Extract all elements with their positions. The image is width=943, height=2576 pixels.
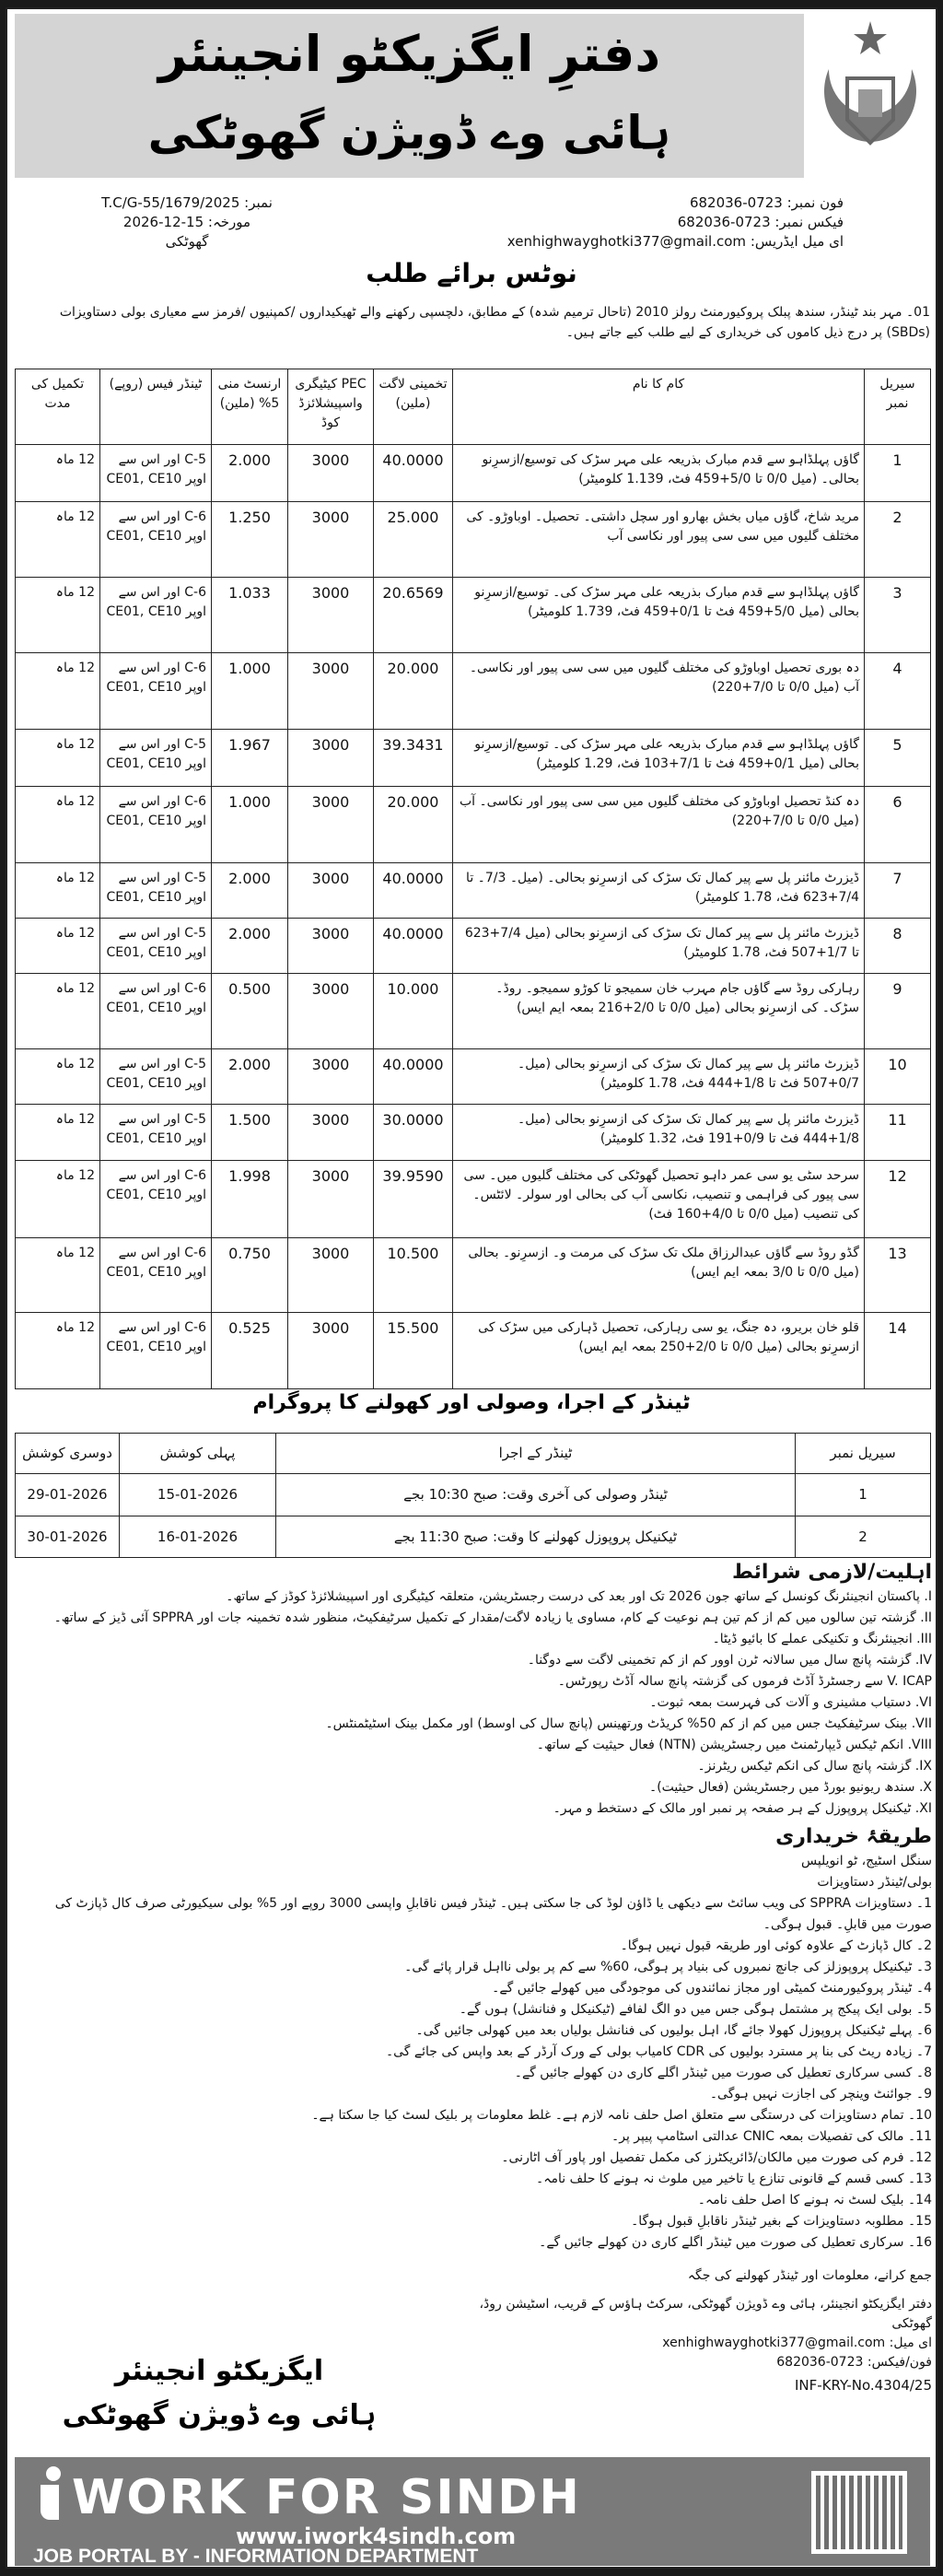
- submission-phone-label: فون/فیکس:: [867, 2355, 932, 2370]
- list-item: 2۔ کال ڈپازٹ کے علاوہ کوئی اور طریقہ قبول نہیں ہوگا۔: [620, 1938, 932, 1953]
- fee-cell: C-6 اور اس سے اوپر CE01, CE10: [100, 502, 212, 578]
- serial-cell: 8: [865, 919, 931, 974]
- works-row: [16, 730, 931, 787]
- portal-url[interactable]: www.iwork4sindh.com: [236, 2523, 517, 2549]
- duration-cell: 12 ماہ: [16, 1313, 100, 1389]
- duration-cell: 12 ماہ: [16, 730, 100, 787]
- list-item: II. گزشتہ تین سالوں میں کم از کم تین ہم نوعیت کے کام، مساوی یا زیادہ لاگت/مقدار کے تکمیل سرٹیفکیٹ، منظور شدہ تخمینہ جات اور SPPRA آئی ڈیز کے ساتھ۔: [53, 1610, 932, 1625]
- pec-cell: 3000: [288, 919, 374, 974]
- fee-cell: C-5 اور اس سے اوپر CE01, CE10: [100, 1105, 212, 1161]
- fee-cell: C-5 اور اس سے اوپر CE01, CE10: [100, 919, 212, 974]
- sched-col-first: پہلی کوشش: [120, 1434, 276, 1474]
- iwork4sindh-banner: [15, 2457, 930, 2566]
- works-header-row: [16, 369, 931, 445]
- phone-number: 0723-682036: [689, 194, 783, 211]
- works-row: [16, 974, 931, 1049]
- sched-col-desc: ٹینڈر کے اجرا: [276, 1434, 796, 1474]
- list-item: XI. ٹیکنیکل پروپوزل کے ہر صفحہ پر نمبر اور مالک کے دستخط و مہر۔: [553, 1801, 932, 1816]
- i-logo-icon: [41, 2466, 64, 2522]
- work-cell: گاؤں پہلڈاہو سے قدم مبارک بذریعہ علی مہر سڑک کی۔ توسیع/ازسرِنو بحالی (میل 0/1+459 فٹ تا 7/1+103 فٹ، 1.29 کلومیٹر): [453, 730, 865, 787]
- list-item: 14۔ بلیک لسٹ نہ ہونے کا اصل حلف نامہ۔: [697, 2193, 932, 2207]
- list-item: V. ICAP سے رجسٹرڈ آڈٹ فرموں کی گزشتہ پانچ سالہ آڈٹ رپورٹس۔: [557, 1674, 932, 1689]
- cost-cell: 40.0000: [374, 863, 453, 919]
- list-item: 9۔ جوائنٹ وینچر کی اجازت نہیں ہوگی۔: [709, 2087, 932, 2102]
- pec-cell: 3000: [288, 1105, 374, 1161]
- earnest-cell: 2.000: [212, 445, 288, 502]
- earnest-cell: 1.500: [212, 1105, 288, 1161]
- eligibility-list: [20, 1587, 932, 1820]
- sched-serial: 2: [796, 1516, 931, 1558]
- submission-title: جمع کرانے، معلومات اور ٹینڈر کھولنے کی جگہ: [687, 2268, 932, 2283]
- office-title: دفترِ ایگزیکٹو انجینئر: [157, 25, 661, 83]
- list-item: 11۔ مالک کی تفصیلات بمعہ CNIC عدالتی اسٹامپ پیپر پر۔: [611, 2129, 932, 2144]
- sched-first-date: 16-01-2026: [120, 1516, 276, 1558]
- division-title: ہائی وے ڈویژن گھوٹکی: [147, 106, 671, 159]
- cost-cell: 10.000: [374, 974, 453, 1049]
- duration-cell: 12 ماہ: [16, 919, 100, 974]
- cost-cell: 30.0000: [374, 1105, 453, 1161]
- eligibility-section: [20, 1559, 932, 2395]
- submission-block: [462, 2266, 932, 2395]
- earnest-cell: 2.000: [212, 919, 288, 974]
- list-item: 7۔ زیادہ ریٹ کی بنا پر مسترد بولیوں کی CDR کامیاب بولی کے ورک آرڈر کے بعد واپس کی جائے گی۔: [385, 2044, 932, 2059]
- earnest-cell: 1.250: [212, 502, 288, 578]
- tender-notice: [6, 7, 937, 2569]
- col-duration: تکمیل کی مدت: [16, 369, 100, 445]
- cost-cell: 10.500: [374, 1238, 453, 1313]
- earnest-cell: 1.998: [212, 1161, 288, 1238]
- serial-cell: 13: [865, 1238, 931, 1313]
- ref-place: گھوٹکی: [165, 233, 209, 250]
- pec-cell: 3000: [288, 578, 374, 653]
- fee-cell: C-6 اور اس سے اوپر CE01, CE10: [100, 787, 212, 863]
- signature-title: ایگزیکٹو انجینئر: [114, 2355, 324, 2387]
- col-work: کام کا نام: [453, 369, 865, 445]
- works-row: [16, 1049, 931, 1105]
- pec-cell: 3000: [288, 1238, 374, 1313]
- sched-desc: ٹیکنیکل پروپوزل کھولنے کا وقت: صبح 11:30 بجے: [276, 1516, 796, 1558]
- earnest-cell: 1.000: [212, 787, 288, 863]
- qr-code-icon[interactable]: [811, 2471, 907, 2554]
- list-item: 1۔ دستاویزات SPPRA کی ویب سائٹ سے دیکھی یا ڈاؤن لوڈ کی جا سکتی ہیں۔ ٹینڈر فیس ناقابلِ واپسی 3000 روپے اور 5% بولی سیکیورٹی صرف کال ڈپازٹ کی صورت میں قابلِ۔ قبول ہوگی۔: [54, 1896, 932, 1932]
- list-item: 10۔ تمام دستاویزات کی درستگی سے متعلق اصل حلف نامہ لازم ہے۔ غلط معلومات پر بلیک لسٹ کیا جا سکتا ہے۔: [311, 2108, 932, 2123]
- pec-cell: 3000: [288, 730, 374, 787]
- pec-cell: 3000: [288, 502, 374, 578]
- submission-email-label: ای میل:: [889, 2336, 932, 2350]
- list-item: 12۔ فرم کی صورت میں مالکان/ڈائریکٹرز کی مکمل تفصیل اور پاور آف اٹارنی۔: [501, 2150, 932, 2165]
- pec-cell: 3000: [288, 445, 374, 502]
- serial-cell: 6: [865, 787, 931, 863]
- col-pec: PEC کیٹیگری واسپیشلائزڈ کوڈ: [288, 369, 374, 445]
- works-row: [16, 1105, 931, 1161]
- serial-cell: 4: [865, 653, 931, 730]
- serial-cell: 7: [865, 863, 931, 919]
- list-item: 3۔ ٹیکنیکل پروپوزلز کی جانچ نمبروں کی بنیاد پر ہوگی، 60% سے کم پر بولی نااہل قرار پائے گی۔: [404, 1960, 932, 1974]
- work-cell: گاؤں پہلڈاہو سے قدم مبارک بذریعہ علی مہر سڑک کی۔ توسیع/ازسرِنو بحالی (میل 5/0+459 فٹ تا 0/1+459 فٹ، 1.739 کلومیٹر): [453, 578, 865, 653]
- works-row: [16, 919, 931, 974]
- sindh-government-logo: [810, 14, 930, 178]
- ref-label: نمبر:: [244, 194, 273, 211]
- pec-cell: 3000: [288, 974, 374, 1049]
- list-item: VIII. انکم ٹیکس ڈیپارٹمنٹ میں رجسٹریشن (NTN) فعال حیثیت کے ساتھ۔: [536, 1738, 932, 1752]
- eligibility-title: اہلیت/لازمی شرائط: [732, 1561, 932, 1584]
- earnest-cell: 0.750: [212, 1238, 288, 1313]
- duration-cell: 12 ماہ: [16, 502, 100, 578]
- sched-col-second: دوسری کوشش: [16, 1434, 120, 1474]
- method-title: طریقۂ خریداری: [775, 1825, 932, 1848]
- duration-cell: 12 ماہ: [16, 653, 100, 730]
- fax-number: 0723-682036: [677, 214, 771, 230]
- duration-cell: 12 ماہ: [16, 1105, 100, 1161]
- sched-second-date: 30-01-2026: [16, 1516, 120, 1558]
- method-stage: سنگل اسٹیج، ٹو انویلپس: [800, 1854, 932, 1868]
- earnest-cell: 2.000: [212, 1049, 288, 1105]
- cost-cell: 40.0000: [374, 1049, 453, 1105]
- list-item: X. سندھ ریونیو بورڈ میں رجسٹریشن (فعال حیثیت)۔: [648, 1780, 932, 1795]
- schedule-row: [16, 1516, 931, 1558]
- work-cell: گڈو روڈ سے گاؤں عبدالرزاق ملک تک سڑک کی مرمت و۔ ازسرِنو۔ بحالی (میل 0/0 تا 3/0 بمعہ ایم ایس): [453, 1238, 865, 1313]
- work-cell: ڈیزرٹ مائنر پل سے پیر کمال تک سڑک کی ازسرِنو بحالی (میل۔ 1/8+444 فٹ تا 0/9+191 فٹ، 1.32 کلومیٹر): [453, 1105, 865, 1161]
- serial-cell: 9: [865, 974, 931, 1049]
- works-row: [16, 502, 931, 578]
- list-item: 4۔ ٹینڈر پروکیورمنٹ کمیٹی اور مجاز نمائندوں کی موجودگی میں کھولے جائیں گے۔: [492, 1981, 932, 1996]
- list-item: 6۔ پہلے ٹیکنیکل پروپوزل کھولا جائے گا، اہل بولیوں کی فنانشل بولیاں بعد میں کھولی جائیں گی۔: [415, 2023, 932, 2038]
- cost-cell: 20.000: [374, 653, 453, 730]
- duration-cell: 12 ماہ: [16, 1161, 100, 1238]
- duration-cell: 12 ماہ: [16, 1238, 100, 1313]
- header-banner: [15, 14, 804, 178]
- duration-cell: 12 ماہ: [16, 578, 100, 653]
- serial-cell: 5: [865, 730, 931, 787]
- phone-label: فون نمبر:: [786, 194, 844, 211]
- duration-cell: 12 ماہ: [16, 1049, 100, 1105]
- sched-col-serial: سیریل نمبر: [796, 1434, 931, 1474]
- works-row: [16, 1313, 931, 1389]
- method-list: [20, 1893, 932, 2254]
- serial-cell: 11: [865, 1105, 931, 1161]
- pec-cell: 3000: [288, 653, 374, 730]
- col-serial: سیریل نمبر: [865, 369, 931, 445]
- fee-cell: C-5 اور اس سے اوپر CE01, CE10: [100, 1049, 212, 1105]
- fee-cell: C-6 اور اس سے اوپر CE01, CE10: [100, 1313, 212, 1389]
- work-cell: قلو خان بریرو، دہ جنگ، یو سی رہارکی، تحصیل ڈہارکی میں سڑک کی ازسرِنو بحالی (میل 0/0 تا 2/0+250 بمعہ ایم ایس): [453, 1313, 865, 1389]
- work-cell: ڈیزرٹ مائنر پل سے پیر کمال تک سڑک کی ازسرِنو بحالی۔ (میل۔ 7/3۔ تا 7/4+623 فٹ، 1.78 کلومیٹر): [453, 863, 865, 919]
- works-row: [16, 863, 931, 919]
- schedule-title: ٹینڈر کے اجرا، وصولی اور کھولنے کا پروگرام: [252, 1391, 691, 1414]
- schedule-header-row: [16, 1434, 931, 1474]
- col-cost: تخمینی لاگت (ملین): [374, 369, 453, 445]
- earnest-cell: 0.525: [212, 1313, 288, 1389]
- work-cell: دہ کنڈ تحصیل اوباوڑو کی مختلف گلیوں میں سی سی پیور اور نکاسی۔ آب (میل 0/0 تا 7/0+220): [453, 787, 865, 863]
- fee-cell: C-6 اور اس سے اوپر CE01, CE10: [100, 1238, 212, 1313]
- pec-cell: 3000: [288, 787, 374, 863]
- list-item: VII. بینک سرٹیفکیٹ جس میں کم از کم 50% کریڈٹ ورتھینس (پانچ سال کی اوسط) اور مکمل بینک اسٹیٹمنٹس۔: [325, 1716, 932, 1731]
- pec-cell: 3000: [288, 1313, 374, 1389]
- sched-desc: ٹینڈر وصولی کی آخری وقت: صبح 10:30 بجے: [276, 1474, 796, 1516]
- ref-date: 15-12-2026: [122, 214, 204, 230]
- work-cell: مرید شاخ، گاؤں میاں بخش بھارو اور سچل داشتی۔ تحصیل۔ اوباوڑو۔ کی مختلف گلیوں میں سی سی پیور اور نکاسی آب: [453, 502, 865, 578]
- works-table: [15, 369, 931, 1389]
- works-row: [16, 653, 931, 730]
- sched-first-date: 15-01-2026: [120, 1474, 276, 1516]
- list-item: IV. گزشتہ پانچ سال میں سالانہ ٹرن اوور کم از کم تخمینی لاگت سے دوگنا۔: [527, 1653, 932, 1668]
- list-item: VI. دستیاب مشینری و آلات کی فہرست بمعہ ثبوت۔: [649, 1695, 932, 1710]
- earnest-cell: 1.967: [212, 730, 288, 787]
- serial-cell: 12: [865, 1161, 931, 1238]
- documents-heading: بولی/ٹینڈر دستاویزات: [817, 1875, 932, 1890]
- fee-cell: C-6 اور اس سے اوپر CE01, CE10: [100, 1161, 212, 1238]
- list-item: 8۔ کسی سرکاری تعطیل کی صورت میں ٹینڈر اگلے کاری دن کھولے جائیں گے۔: [514, 2066, 932, 2080]
- work-cell: ڈیزرٹ مائنر پل سے پیر کمال تک سڑک کی ازسرِنو بحالی (میل 7/4+623 تا 1/7+507 فٹ، 1.78 کلومیٹر): [453, 919, 865, 974]
- pec-cell: 3000: [288, 1161, 374, 1238]
- list-item: 16۔ سرکاری تعطیل کی صورت میں ٹینڈر اگلے کاری دن کھولے جائیں گے۔: [539, 2235, 932, 2250]
- date-label: مورخہ:: [207, 214, 251, 230]
- cost-cell: 25.000: [374, 502, 453, 578]
- cost-cell: 39.9590: [374, 1161, 453, 1238]
- cost-cell: 20.6569: [374, 578, 453, 653]
- brand-name: WORK FOR SINDH: [72, 2470, 581, 2525]
- contact-block: [475, 193, 844, 252]
- serial-cell: 10: [865, 1049, 931, 1105]
- fee-cell: C-6 اور اس سے اوپر CE01, CE10: [100, 653, 212, 730]
- earnest-cell: 0.500: [212, 974, 288, 1049]
- duration-cell: 12 ماہ: [16, 974, 100, 1049]
- earnest-cell: 2.000: [212, 863, 288, 919]
- cost-cell: 39.3431: [374, 730, 453, 787]
- col-fee: ٹینڈر فیس (روپے): [100, 369, 212, 445]
- list-item: I. پاکستان انجینئرنگ کونسل کے ساتھ جون 2026 تک اور بعد کی درست رجسٹریشن، متعلقہ کیٹیگری اور اسپیشلائزڈ کوڈز کے ساتھ۔: [226, 1589, 932, 1604]
- submission-phone: 0723-682036: [776, 2355, 864, 2370]
- schedule-table: [15, 1433, 931, 1558]
- work-cell: ڈیزرٹ مائنر پل سے پیر کمال تک سڑک کی ازسرِنو بحالی (میل۔ 0/7+507 فٹ تا 1/8+444 فٹ، 1.78 کلومیٹر): [453, 1049, 865, 1105]
- pec-cell: 3000: [288, 863, 374, 919]
- list-item: 13۔ کسی قسم کے قانونی تنازع یا تاخیر میں ملوث نہ ہونے کا حلف نامہ۔: [536, 2172, 932, 2186]
- cost-cell: 20.000: [374, 787, 453, 863]
- fee-cell: C-5 اور اس سے اوپر CE01, CE10: [100, 863, 212, 919]
- fax-label: فیکس نمبر:: [774, 214, 844, 230]
- works-row: [16, 445, 931, 502]
- schedule-row: [16, 1474, 931, 1516]
- duration-cell: 12 ماہ: [16, 863, 100, 919]
- notice-intro: 01۔ مہر بند ٹینڈر، سندھ پبلک پروکیورمنٹ رولز 2010 (تاحال ترمیم شدہ) کے مطابق، دلچسپی رکھنے والے ٹھیکیداروں /کمپنیوں /فرمز سے معیاری بولی دستاویزات (SBDs) پر درج ذیل کاموں کی خریداری کے لیے طلب کیے جاتے ہیں۔: [59, 305, 930, 340]
- cost-cell: 40.0000: [374, 445, 453, 502]
- pec-cell: 3000: [288, 1049, 374, 1105]
- sched-second-date: 29-01-2026: [16, 1474, 120, 1516]
- fee-cell: C-5 اور اس سے اوپر CE01, CE10: [100, 445, 212, 502]
- serial-cell: 1: [865, 445, 931, 502]
- work-cell: سرحد سٹی یو سی عمر داہو تحصیل گھوٹکی کی مختلف گلیوں میں۔ سی سی پیور کی فراہمی و تنصیب، نکاسی آب کی بحالی اور سولر۔ لائٹس۔ کی تنصیب (میل 0/0 تا 4/0+160 فٹ): [453, 1161, 865, 1238]
- sched-serial: 1: [796, 1474, 931, 1516]
- fee-cell: C-5 اور اس سے اوپر CE01, CE10: [100, 730, 212, 787]
- work-cell: رہارکی روڈ سے گاؤں جام مہرب خان سمیجو تا کوڑو سمیجو۔ روڈ۔ سڑک۔ کی ازسرِنو بحالی (میل 0/0 تا 2/0+216 بمعہ ایم ایس): [453, 974, 865, 1049]
- duration-cell: 12 ماہ: [16, 787, 100, 863]
- submission-address: دفتر ایگزیکٹو انجینئر، ہائی وے ڈویژن گھوٹکی، سرکٹ ہاؤس کے قریب، اسٹیشن روڈ، گھوٹکی: [479, 2297, 932, 2331]
- works-row: [16, 787, 931, 863]
- duration-cell: 12 ماہ: [16, 445, 100, 502]
- work-cell: دہ بوری تحصیل اوباوڑو کی مختلف گلیوں میں سی سی پیور اور نکاسی۔ آب (میل 0/0 تا 7/0+220): [453, 653, 865, 730]
- list-item: 5۔ بولی ایک پیکج پر مشتمل ہوگی جس میں دو الگ لفافے (ٹیکنیکل و فنانشل) ہوں گے۔: [459, 2002, 932, 2017]
- email-label: ای میل ایڈریس:: [750, 233, 844, 250]
- email-link[interactable]: xenhighwayghotki377@gmail.com: [506, 233, 747, 250]
- fee-cell: C-6 اور اس سے اوپر CE01, CE10: [100, 578, 212, 653]
- earnest-cell: 1.000: [212, 653, 288, 730]
- col-earnest: ارنسٹ منی 5% (ملین): [212, 369, 288, 445]
- submission-email[interactable]: xenhighwayghotki377@gmail.com: [662, 2336, 886, 2350]
- list-item: 15۔ مطلوبہ دستاویزات کے بغیر ٹینڈر ناقابلِ قبول ہوگا۔: [631, 2214, 932, 2229]
- works-row: [16, 578, 931, 653]
- ref-number: T.C/G-55/1679/2025: [101, 194, 240, 211]
- serial-cell: 3: [865, 578, 931, 653]
- signature-block: [35, 2349, 403, 2438]
- cost-cell: 40.0000: [374, 919, 453, 974]
- signature-division: ہائی وے ڈویژن گھوٹکی: [62, 2399, 377, 2431]
- fee-cell: C-6 اور اس سے اوپر CE01, CE10: [100, 974, 212, 1049]
- works-row: [16, 1161, 931, 1238]
- works-row: [16, 1238, 931, 1313]
- earnest-cell: 1.033: [212, 578, 288, 653]
- inf-number: INF-KRY-No.4304/25: [795, 2377, 932, 2394]
- list-item: IX. گزشتہ پانچ سال کی انکم ٹیکس ریٹرنز۔: [697, 1759, 932, 1774]
- portal-tagline: JOB PORTAL BY - INFORMATION DEPARTMENT: [33, 2546, 479, 2567]
- serial-cell: 14: [865, 1313, 931, 1389]
- cost-cell: 15.500: [374, 1313, 453, 1389]
- work-cell: گاؤں پہلڈاہو سے قدم مبارک بذریعہ علی مہر سڑک کی توسیع/ازسرِنو بحالی۔ (میل 0/0 تا 5/0+459 فٹ، 1.139 کلومیٹر): [453, 445, 865, 502]
- list-item: III. انجینئرنگ و تکنیکی عملے کا بائیو ڈیٹا۔: [712, 1632, 932, 1646]
- notice-title: نوٹس برائے طلب: [366, 258, 577, 288]
- reference-block: [90, 193, 284, 252]
- serial-cell: 2: [865, 502, 931, 578]
